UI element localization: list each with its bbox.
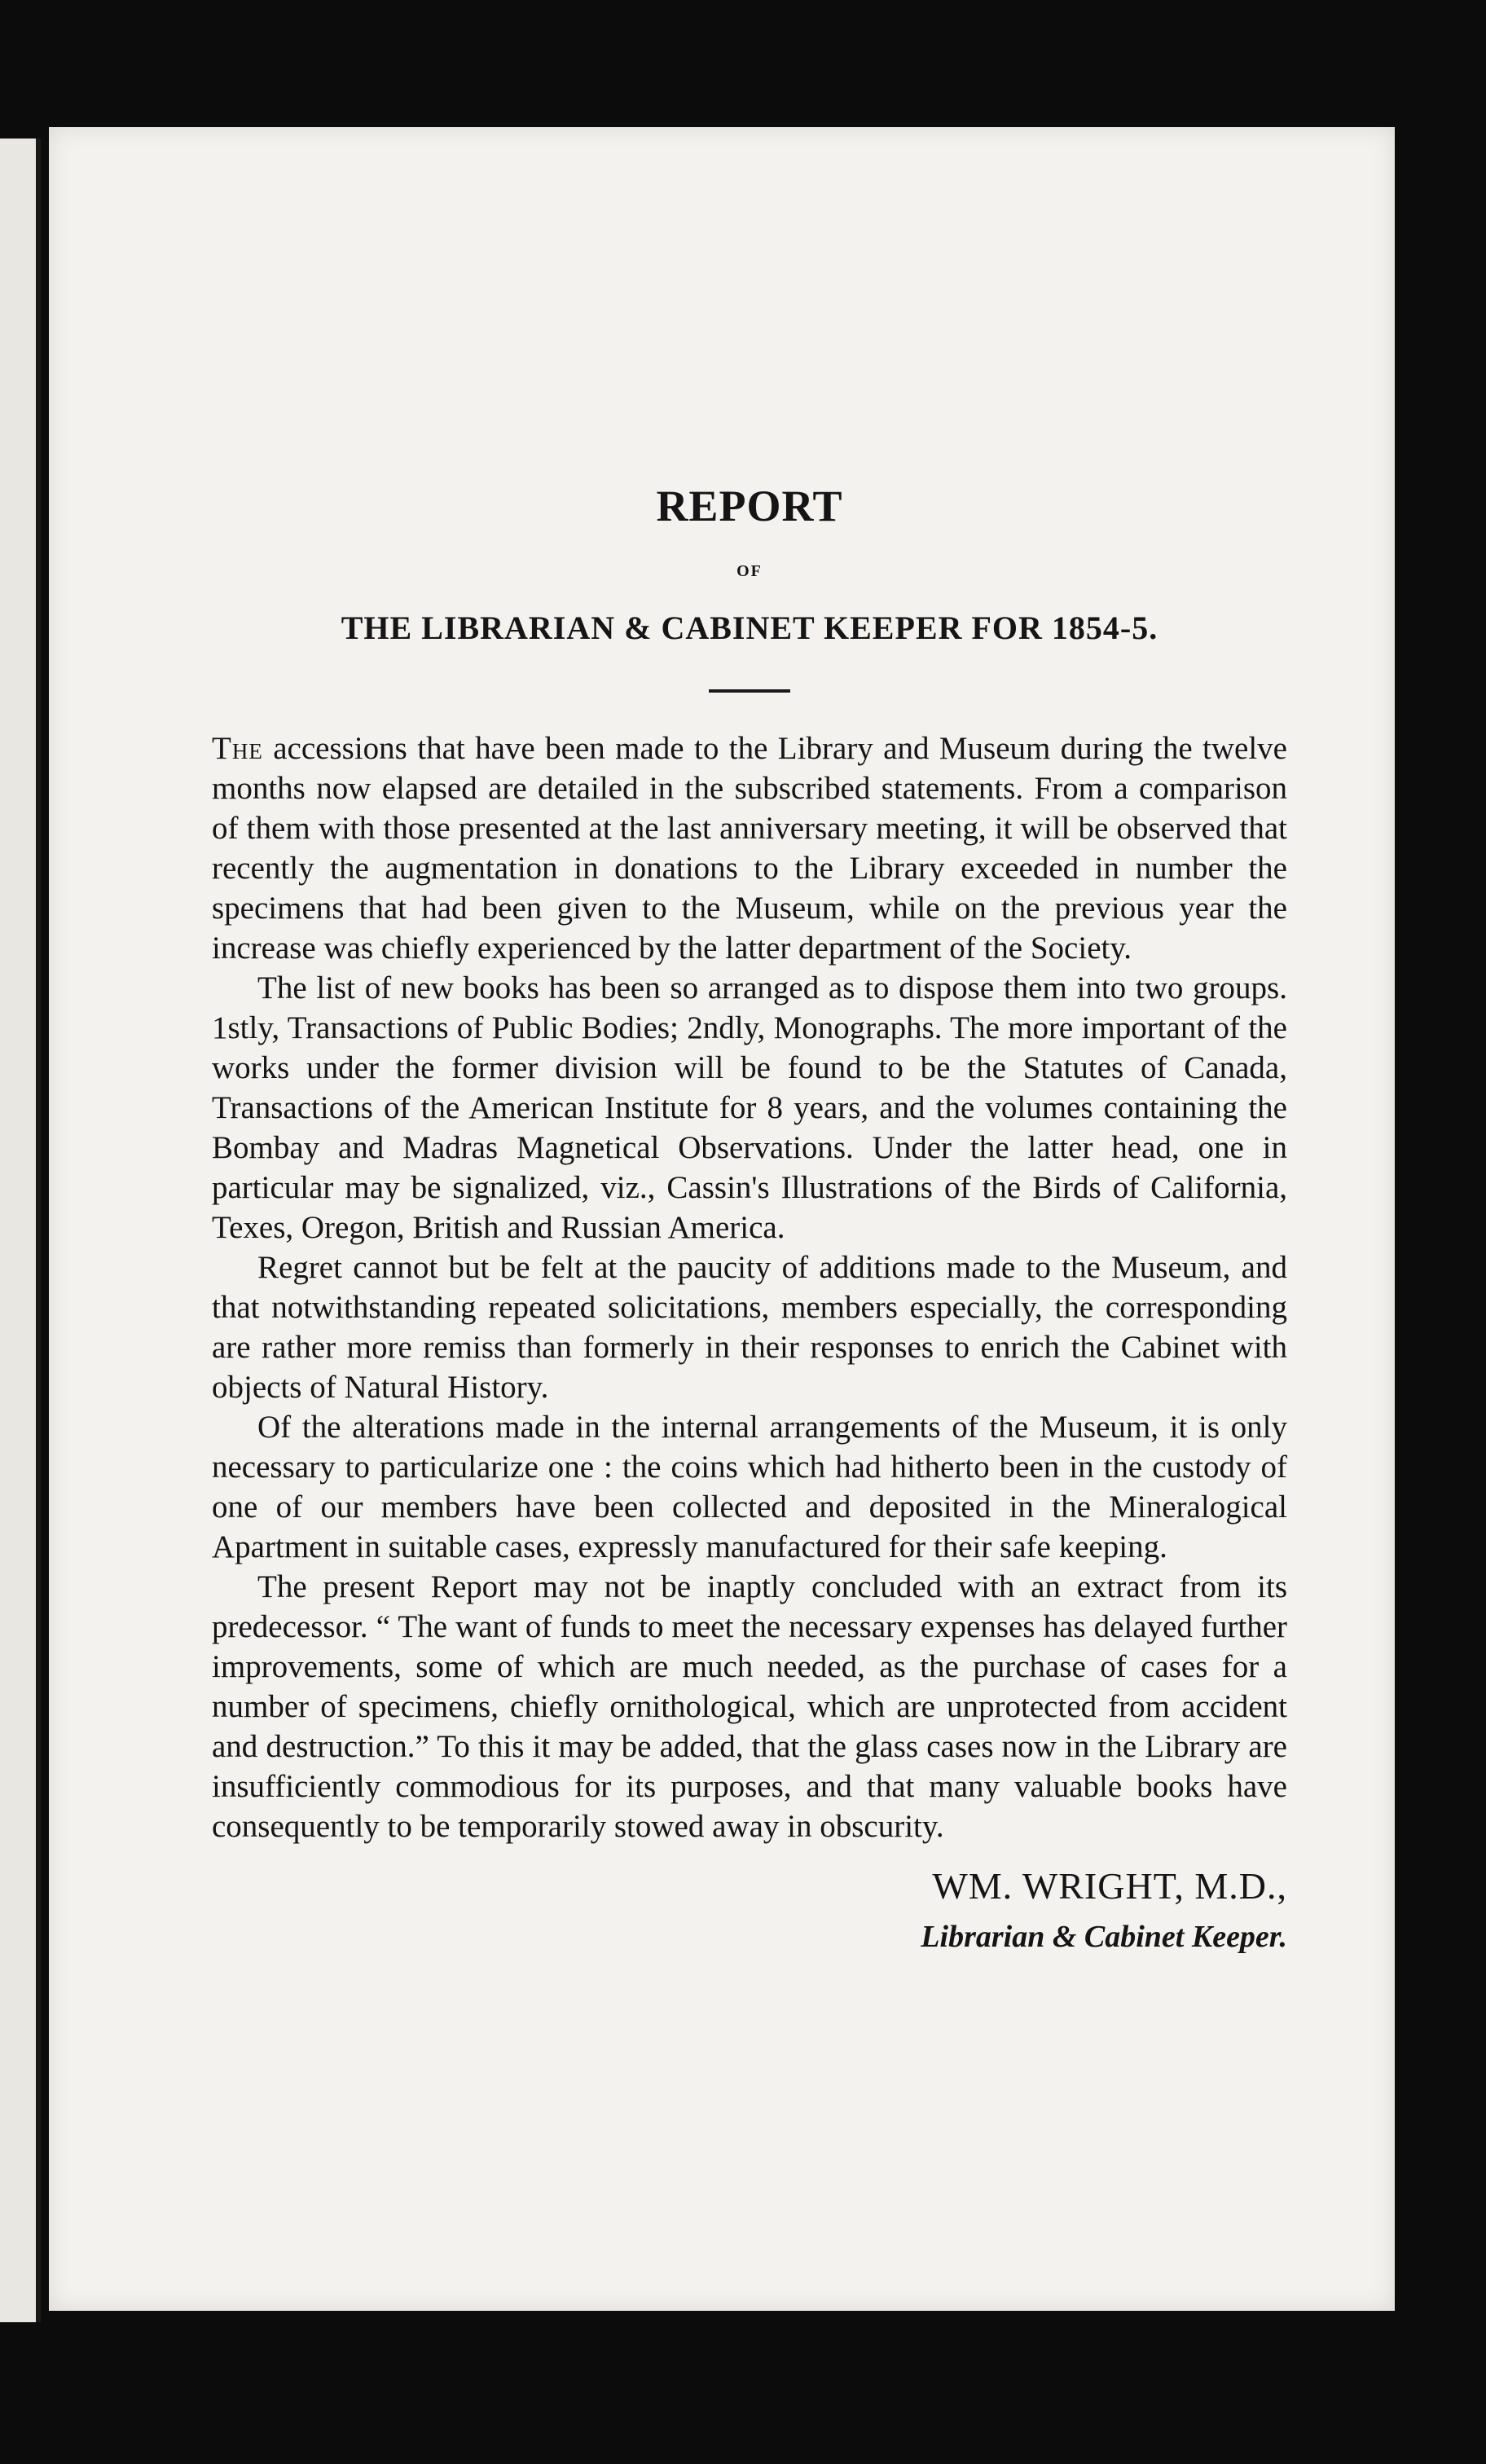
report-subtitle: THE LIBRARIAN & CABINET KEEPER FOR 1854-5. — [341, 609, 1158, 646]
paragraph-1-text: accessions that have been made to the Library and Museum during the twelve months now elapsed are detailed in the subscribed statements. From a comparison of them with those presented at the last anniversary meeting, it will be observed that recently the augmentation in donations to the Library exceeded in number the specimens that had been given to the Museum, while on the previous year the increase was chiefly experienced by the latter department of the Society. — [212, 731, 1287, 966]
paragraph-5: The present Report may not be inaptly concluded with an extract from its predecessor. “ The want of funds to meet the necessary expenses has delayed further improvements, some of which are much needed, as the purchase of cases for a number of specimens, chiefly ornithological, which are unprotected from accident and destruction.” To this it may be added, that the glass cases now in the Library are insufficiently commodious for its purposes, and that many valuable books have consequently to be temporarily stowed away in obscurity. — [212, 1569, 1287, 1844]
paragraph-2: The list of new books has been so arranged as to dispose them into two groups. 1stly, Transactions of Public Bodies; 2ndly, Monographs. The more important of the works under the former division will be found to be the Statutes of Canada, Transactions of the American Institute for 8 years, and the volumes containing the Bombay and Madras Magnetical Observations. Under the latter head, one in particular may be signalized, viz., Cassin's Illustrations of the Birds of California, Texes, Oregon, British and Russian America. — [212, 970, 1287, 1245]
signatory-role: Librarian & Cabinet Keeper. — [921, 1920, 1287, 1954]
adjacent-page-edge — [0, 139, 41, 2322]
paragraph-1 — [212, 728, 1287, 968]
report-title: REPORT — [656, 482, 843, 530]
paragraph-3: Regret cannot but be felt at the paucity of additions made to the Museum, and that notwithstanding repeated solicitations, members especially, the corresponding are rather more remiss than formerly in their responses to enrich the Cabinet with objects of Natural History. — [212, 1250, 1287, 1405]
paragraph-4: Of the alterations made in the internal arrangements of the Museum, it is only necessary to particularize one : the coins which had hitherto been in the custody of one of our members have been collected and deposited in the Mineralogical Apartment in suitable cases, expressly manufactured for their safe keeping. — [212, 1410, 1287, 1564]
report-body — [212, 728, 1287, 1846]
title-of: OF — [736, 562, 763, 580]
report-content — [212, 350, 1287, 1955]
paragraph-1-lead: The — [212, 731, 263, 766]
signature: WM. WRIGHT, M.D., — [932, 1865, 1287, 1907]
title-divider — [709, 689, 790, 693]
